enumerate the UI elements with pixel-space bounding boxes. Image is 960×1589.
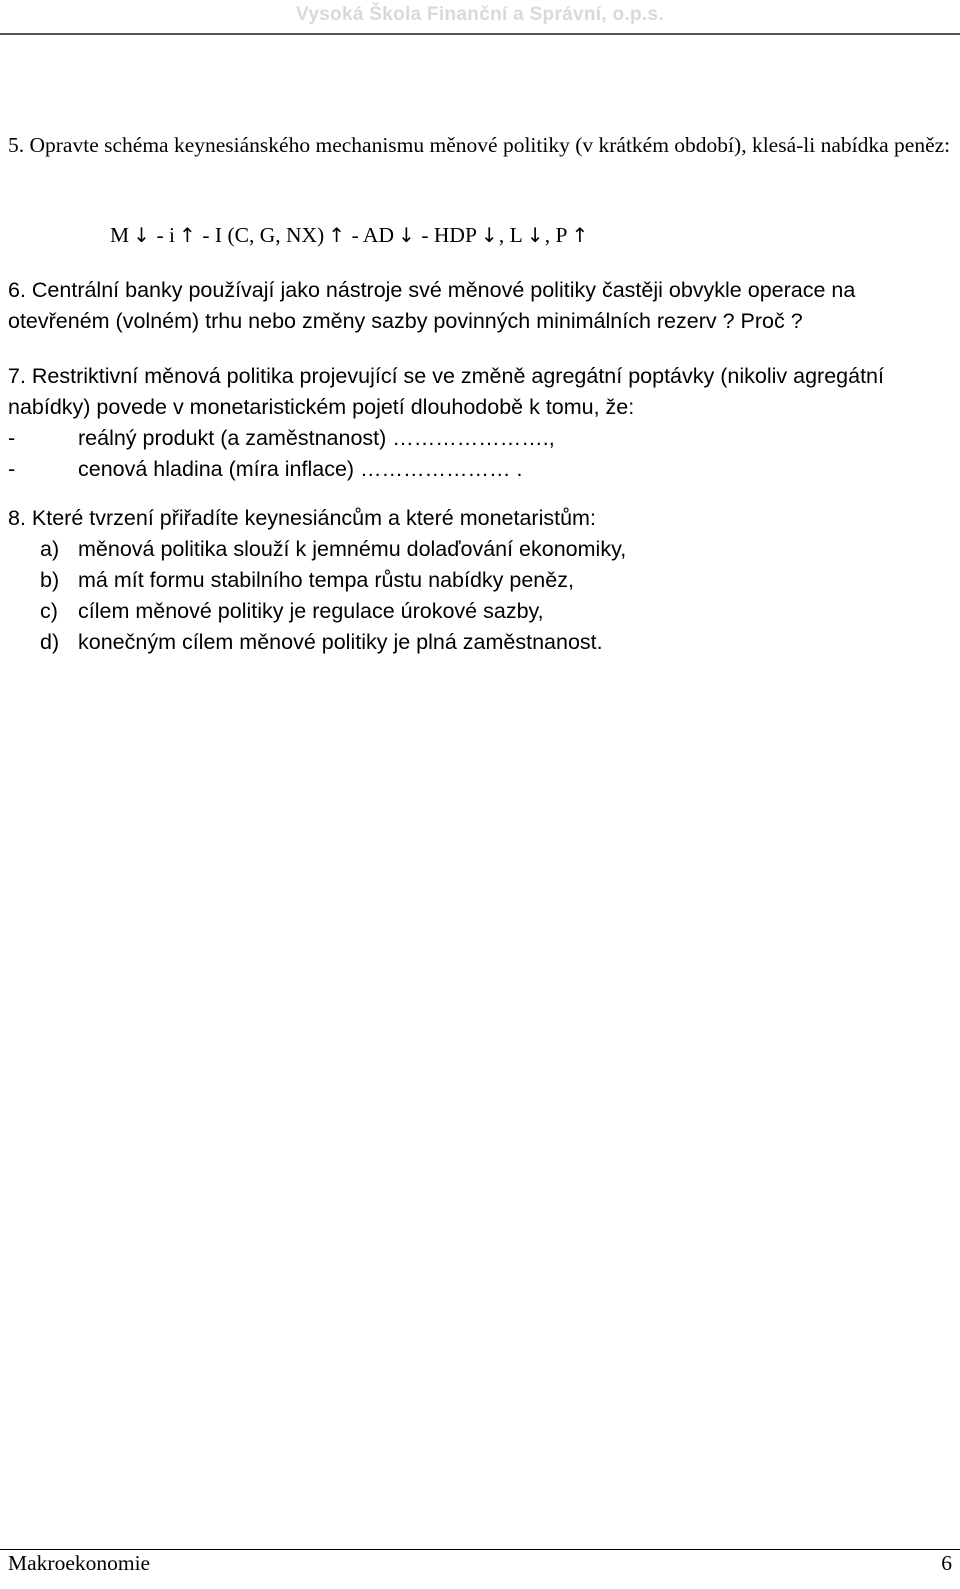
question-8-text: 8. Které tvrzení přiřadíte keynesiáncům a které monetaristům: xyxy=(8,506,596,530)
question-7-list xyxy=(8,423,953,485)
list-item-text: má mít formu stabilního tempa růstu nabídky peněz, xyxy=(78,568,574,592)
question-8 xyxy=(8,503,953,658)
list-marker: b) xyxy=(40,568,60,592)
list-item xyxy=(8,454,953,485)
list-marker: - xyxy=(8,457,16,481)
scheme-term-hdp: - HDP xyxy=(421,223,477,247)
arrow-down-icon: ↓ xyxy=(133,223,150,247)
list-item-text: konečným cílem měnové politiky je plná zaměstnanost. xyxy=(78,630,603,654)
footer-divider xyxy=(0,1549,960,1550)
question-5-text: 5. Opravte schéma keynesiánského mechanismu měnové politiky (v krátkém období), klesá-li nabídka peněz: xyxy=(8,133,951,157)
list-marker: d) xyxy=(40,630,60,654)
question-7-text: 7. Restriktivní měnová politika projevující se ve změně agregátní poptávky (nikoliv agregátní nabídky) povede v monetaristickém pojetí dlouhodobě k tomu, že: xyxy=(8,364,884,419)
list-item-text: cílem měnové politiky je regulace úrokové sazby, xyxy=(78,599,544,623)
arrow-down-icon: ↓ xyxy=(480,223,498,247)
list-item-text: měnová politika slouží k jemnému dolaďování ekonomiky, xyxy=(78,537,627,561)
list-item xyxy=(8,534,953,565)
list-item xyxy=(8,627,953,658)
header-divider xyxy=(0,33,960,35)
question-8-list xyxy=(8,534,953,658)
question-5 xyxy=(8,130,953,161)
page-number: 6 xyxy=(941,1551,952,1575)
scheme-term-l: , L xyxy=(498,223,523,247)
scheme-term-i: - i xyxy=(156,223,176,247)
list-item-text: cenová hladina (míra inflace) ………………… . xyxy=(78,457,523,481)
list-item xyxy=(8,596,953,627)
question-7 xyxy=(8,361,953,485)
scheme-term-m: M xyxy=(110,223,130,247)
list-marker: - xyxy=(8,426,16,450)
arrow-down-icon: ↓ xyxy=(526,223,544,247)
arrow-down-icon: ↓ xyxy=(397,223,415,247)
scheme-term-investment: - I (C, G, NX) xyxy=(202,223,325,247)
keynesian-scheme xyxy=(110,220,590,251)
list-marker: c) xyxy=(40,599,58,623)
question-6-text: 6. Centrální banky používají jako nástroje své měnové politiky častěji obvykle operace na otevřeném (volném) trhu nebo změny sazby povinných minimálních rezerv ? Proč ? xyxy=(8,278,856,333)
arrow-up-icon: ↑ xyxy=(328,223,345,247)
scheme-term-p: , P xyxy=(544,223,568,247)
footer-course: Makroekonomie xyxy=(8,1551,151,1575)
question-6 xyxy=(8,275,953,337)
list-item xyxy=(8,565,953,596)
arrow-up-icon: ↑ xyxy=(571,223,589,247)
page-header: Vysoká Škola Finanční a Správní, o.p.s. xyxy=(296,4,664,25)
arrow-up-icon: ↑ xyxy=(179,223,196,247)
list-item xyxy=(8,423,953,454)
list-marker: a) xyxy=(40,537,60,561)
scheme-term-ad: - AD xyxy=(351,223,394,247)
list-item-text: reálný produkt (a zaměstnanost) …………………., xyxy=(78,426,555,450)
